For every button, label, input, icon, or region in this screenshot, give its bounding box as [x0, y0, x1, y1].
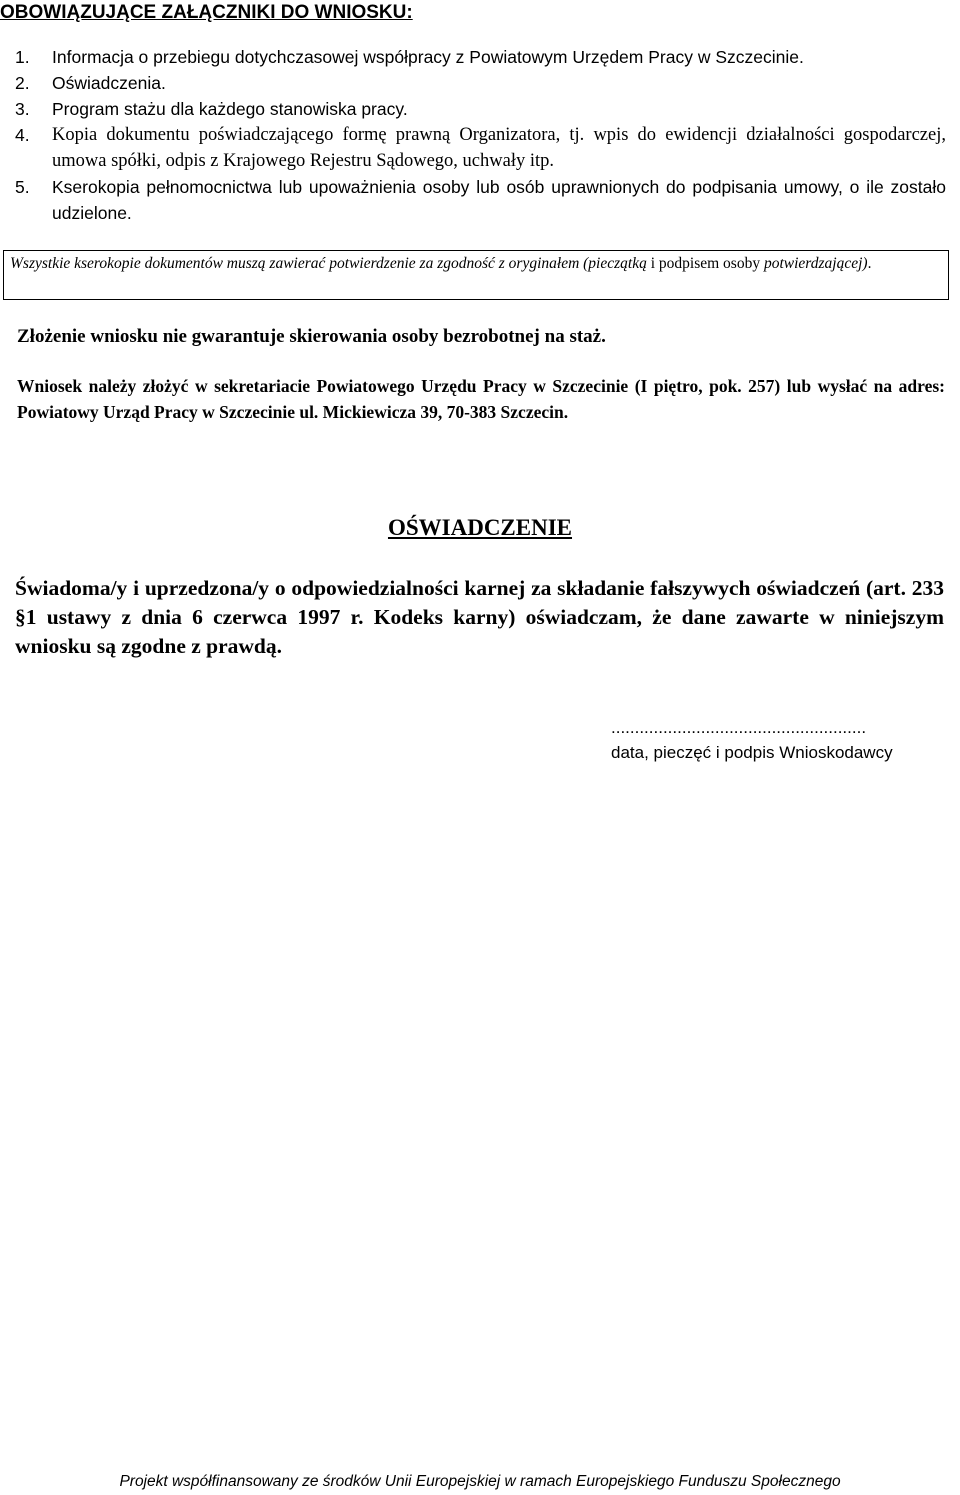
- list-item-text: Kserokopia pełnomocnictwa lub upoważnienia osoby lub osób uprawnionych do podpisania umowy, o ile zostało udzielone.: [52, 177, 946, 223]
- notice-italic-end: potwierdzającej): [763, 255, 868, 272]
- list-item: [0, 44, 946, 70]
- signature-caption: data, pieczęć i podpis Wnioskodawcy: [611, 743, 893, 762]
- page-footer: Projekt współfinansowany ze środków Unii Europejskiej w ramach Europejskiego Funduszu Społecznego: [119, 1473, 841, 1490]
- declaration-title: OŚWIADCZENIE: [387, 515, 573, 540]
- attachments-list: [0, 44, 946, 226]
- list-item-number: 3.: [15, 99, 30, 119]
- list-item: [0, 70, 946, 96]
- list-item-number: 5.: [15, 177, 30, 197]
- list-item-number: 2.: [15, 73, 30, 93]
- notice-italic-text: Wszystkie kserokopie dokumentów muszą zawierać potwierdzenie za zgodność z oryginałem (pieczątką: [10, 255, 647, 272]
- list-item: [0, 96, 946, 122]
- signature-line: ......................................................: [611, 718, 867, 737]
- list-item-text: Program stażu dla każdego stanowiska pracy.: [52, 99, 408, 119]
- list-item: [0, 174, 946, 226]
- copies-notice-box: [3, 250, 949, 300]
- submission-instructions: Wniosek należy złożyć w sekretariacie Powiatowego Urzędu Pracy w Szczecinie (I piętro, pok. 257) lub wysłać na adres: Powiatowy Urząd Pracy w Szczecinie ul. Mickiewicza 39, 70-383 Szczecin.: [17, 376, 945, 422]
- list-item-text: Informacja o przebiegu dotychczasowej współpracy z Powiatowym Urzędem Pracy w Szczecinie.: [52, 47, 804, 67]
- notice-end: .: [867, 255, 872, 272]
- list-item: [0, 122, 946, 174]
- list-item-text: Kopia dokumentu poświadczającego formę prawną Organizatora, tj. wpis do ewidencji działalności gospodarczej, umowa spółki, odpis z Krajowego Rejestru Sądowego, uchwały itp.: [52, 125, 946, 171]
- notice-upright-text: i podpisem osoby: [650, 255, 761, 272]
- declaration-body: Świadoma/y i uprzedzona/y o odpowiedzialności karnej za składanie fałszywych oświadczeń (art. 233 §1 ustawy z dnia 6 czerwca 1997 r. Kodeks karny) oświadczam, że dane zawarte w niniejszym wniosku są zgodne z prawdą.: [15, 576, 944, 658]
- list-item-number: 1.: [15, 47, 30, 67]
- list-item-number: 4.: [15, 125, 30, 145]
- list-item-text: Oświadczenia.: [52, 73, 166, 93]
- attachments-heading: OBOWIĄZUJĄCE ZAŁĄCZNIKI DO WNIOSKU:: [0, 2, 413, 23]
- no-guarantee-note: Złożenie wniosku nie gwarantuje skierowania osoby bezrobotnej na staż.: [17, 326, 606, 347]
